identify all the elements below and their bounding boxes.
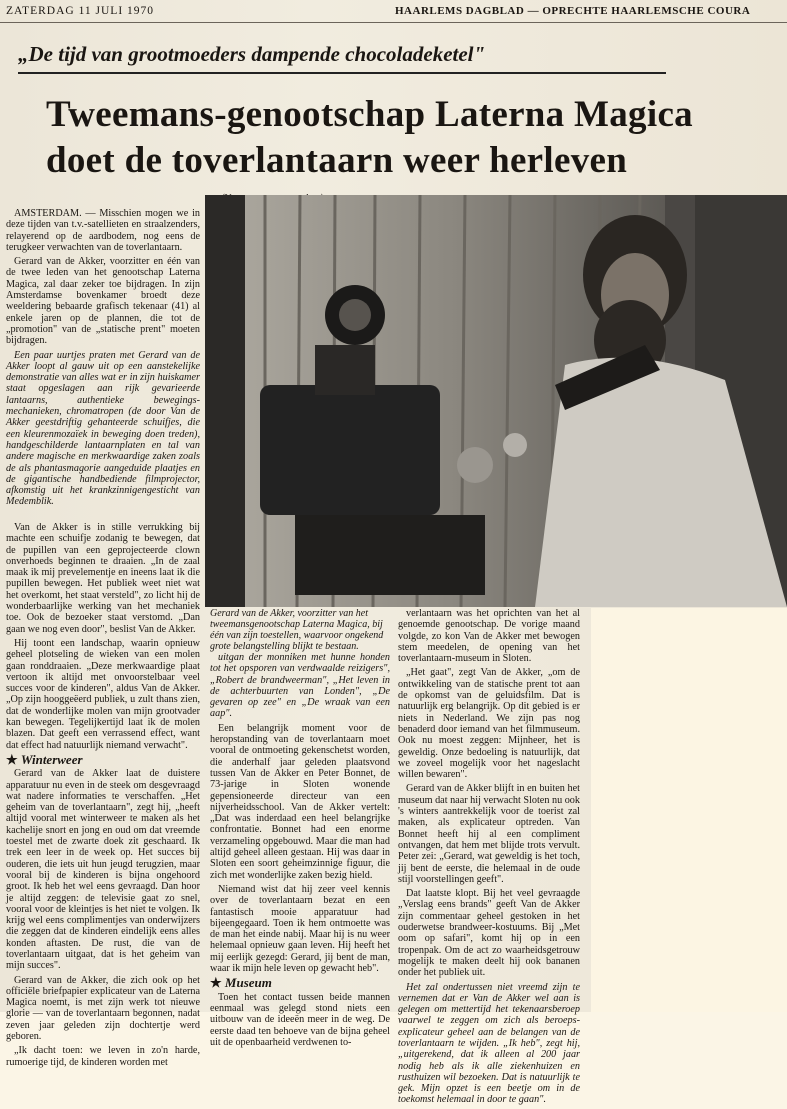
headline-line-2: doet de toverlantaarn weer herleven (46, 140, 628, 181)
column-1-bottom (6, 522, 200, 1071)
paragraph: Toen het contact tussen beide mannen eenmaal was gelegd stond niets een uitbouw van de ideeën meer in de weg. De eerste daad ten behoeve van de bijna geheel uit de openbaarheid verdwenen to- (210, 991, 390, 1048)
paragraph: Niemand wist dat hij zeer veel kennis over de toverlantaarn bezat en een fantastisch mooie apparatuur had bijeengegaard. Toen ik hem ontmoette was de man het einde nabij. Maar hij is nu weer helemaal opnieuw gaan leven. Hij heeft het mij eerlijk gezegd: Gerard, jij bent de man, waar ik mijn hele leven op gewacht heb". (210, 883, 390, 975)
column-1-top (6, 208, 200, 511)
newspaper-name: HAARLEMS DAGBLAD — OPRECHTE HAARLEMSCHE COURA (395, 5, 751, 17)
subhead-winterweer (6, 751, 200, 767)
kicker-rule-divider (18, 72, 666, 74)
subhead-winterweer-label: Winterweer (20, 751, 83, 767)
paragraph: Gerard van de Akker, die zich ook op het officiële briefpapier explicateur van de Laterna Magica noemt, is met zijn werk tot nieuwe glorie — van de toverlantaarn begonnen, nadat zeven jaar geleden zijn dochtertje werd geboren. (6, 974, 200, 1043)
paragraph: Van de Akker is in stille verrukking bij machte een schuifje zodanig te bewegen, dat de pupillen van een geprojecteerde clown onverhoeds beginnen te draaien. „In de zaal maak ik mij prevelementje en ineens laat ik die pupillen bewegen. Het publiek weet niet wat het overkomt, het staat versteld", zo licht hij de wonderbaarlijke werking van het mechaniek toe. Ook de bezoeker staat verstomd. „Dan gaan we nog even door", beslist Van de Akker. (6, 522, 200, 635)
paragraph: Dat laatste klopt. Bij het veel gevraagde „Verslag eens brands" geeft Van de Akker zijn commentaar geheel gestoken in het ouderwetse brandweer-kostuums. Bij „Met oom op safari", komt hij op in een tropenpak. Om de act zo waarheidsgetrouw mogelijk te maken deelt hij ook bananen onder het publiek uit. (398, 888, 580, 979)
article-photo (205, 195, 787, 607)
column-2 (210, 652, 390, 1051)
column-3 (398, 608, 580, 1109)
issue-date: ZATERDAG 11 JULI 1970 (6, 5, 155, 17)
photo-illustration (205, 195, 787, 607)
paragraph: „Het gaat", zegt Van de Akker, „om de ontwikkeling van de statische prent tot aan de opkomst van de geluidsfilm. Dat is natuurlijk erg belangrijk. Op dit gebied is er niets in Nederland. We zijn pas nog benaderd door iemand van het filmmuseum. Ook nu moest zeggen: Mijnheer, het is geweldig. Onze bedoeling is natuurlijk, dat we zoveel mogelijk voor het nageslacht willen bewaren". (398, 667, 580, 781)
italic-paragraph: uitgan der monniken met hunne honden tot het opsporen van verdwaalde reizigers", „Robert de brandweerman", „Het leven in de achterbuurten van Londen", „De gevaren op zee" en „De wraak van een aap". (210, 652, 390, 720)
paragraph: Gerard van de Akker, voorzitter en één van de twee leden van het genootschap Laterna Magica, zal daar zeker toe bijdragen. In zijn Amsterdamse bovenkamer broedt deze weeldering bebaarde grafisch tekenaar (41) al enkele jaren op de plannen, die tot de „promotion" van de „statische prent" moeten bijdragen. (6, 256, 200, 347)
paragraph: Een belangrijk moment voor de heropstanding van de toverlantaarn moet vooral de ontmoeting gekenschetst worden, die anderhalf jaar geleden plaatsvond tussen Van de Akker en Peter Bonnet, de 73-jarige in Sloten wonende gepensioneerde directeur van een nijverheidsschool. Van de Akker vertelt: „Dat was inderdaad een heel belangrijke confrontatie. Bonnet had een enorme verzameling opgebouwd. Maar die man had altijd geheel alleen gestaan. Hij was daar in Sloten een soort geheimzinnige figuur, die zich met wonderlijke zaken bezig hield. (210, 722, 390, 881)
paragraph: AMSTERDAM. — Misschien mogen we in deze tijden van t.v.-satellieten en straalzenders, relayerend op de aardbodem, nog eens de terugkeer verwachten van de toverlantaarn. (6, 208, 200, 253)
closing-italic-paragraph: Het zal ondertussen niet vreemd zijn te vernemen dat er Van de Akker wel aan is gelegen om mettertijd het tekenaarsberoep vaarwel te zeggen om zich als beroeps-explicateur geheel aan de belangen van de toverlantaarn te wijden. „Ik heb", zegt hij, „uitgerekend, dat ik alleen al 200 jaar nodig heb als ik alle ziekenhuizen en rusthuizen wil bezoeken. Dat is natuurlijk te gek. Mijn opzet is een beetje om in de toekomst helemaal in door te gaan". (398, 981, 580, 1106)
paragraph: „Ik dacht toen: we leven in zo'n harde, rumoerige tijd, de kinderen worden met (6, 1045, 200, 1068)
kicker-heading: „De tijd van grootmoeders dampende chocoladeketel" (18, 42, 486, 66)
paragraph: Gerard van de Akker blijft in en buiten het museum dat naar hij verwacht Sloten nu ook 's winters aantrekkelijk voor de toerist zal maken, als explicateur optreden. Van Bonnet heeft hij al een compliment ontvangen, dat hem met blijde trots vervult. Peter zei: „Gerard, wat geweldig is het toch, jij bent de eerste, die helemaal in de oude stijl voorstellingen geeft". (398, 783, 580, 885)
paragraph: Hij toont een landschap, waarin opnieuw geheel plotseling de wieken van een molen gaan ronddraaien. „Deze merkwaardige plaat vertoon ik altijd met onvoorstelbaar veel succes voor de kinderen", aldus Van de Akker. „Op zijn hooggeëerd publiek, u zult thans zien, dat de wonderlijke molen van mijn grootvader kan bewegen. Tegelijkertijd laat ik de molen blazen. Dat geeft een verrassend effect, want dat effect had natuurlijk niemand verwacht". (6, 637, 200, 751)
paragraph: Gerard van de Akker laat de duistere apparatuur nu even in de steek om desgevraagd wat nadere informaties te verschaffen. „Het geheim van de toverlantaarn", zegt hij, „heeft altijd vooral met winterweer te maken als het kachelije snort en jong en oud om dat vreemde toestel met de zwarte doek zit geschaard. Ik trek een leer in de week op. Het succes bij ouderen, die iets uit hun jeugd terugzien, maar vooral bij de kinderen is bijna ongehoord groot. Ik heb het wel eens gevraagd. Dan hoor je altijd zeggen: de televisie gaat zo snel, vooral voor de kleintjes is het niet te volgen. Ik krijg wel eens complimentjes van onderwijzers die zeggen dat de kinderen eindelijk eens alles konden aftasten. De rust, die van de toverlantaarn uitgaat, dat is het geheim van mijn succes". (6, 768, 200, 972)
star-icon: ★ (210, 975, 225, 991)
page-header (0, 0, 787, 23)
headline (46, 92, 693, 184)
blank-area (591, 608, 787, 1012)
subhead-museum-label: Museum (224, 975, 272, 991)
intro-italic-paragraph: Een paar uurtjes praten met Gerard van de Akker loopt al gauw uit op een aanstekelijke demonstratie van alles wat er in zijn huiskamer staat opgeslagen aan rijk gevarieerde lantaarns, authentieke bewegings-mechanieken, chromatropen (de door Van de Akker geestdriftig gehanteerde schuifjes, die een kleurenmozaïek in beweging doen treden), handgeschilderde lantaarnplaten en tal van andere magische en merkwaardige zaken zoals de als phantasmagorie aangeduide plaatjes en de gigantische handbediende filmprojector, afkomstig uit het krankzinnigengesticht van Medemblik. (6, 349, 200, 508)
subhead-museum (210, 975, 390, 991)
photo-caption: Gerard van de Akker, voorzitter van het tweemansgenootschap Laterna Magica, bij één van zijn toestellen, waarvoor ongekend grote belangstelling blijkt te bestaan. (210, 608, 384, 652)
headline-line-1: Tweemans-genootschap Laterna Magica (46, 94, 693, 135)
star-icon: ★ (6, 751, 21, 767)
paragraph: verlantaarn was het oprichten van het al genoemde genootschap. De vorige maand volgde, zo kon Van de Akker met bewogen stem meedelen, de opening van het toverlantaarn-museum in Sloten. (398, 608, 580, 665)
